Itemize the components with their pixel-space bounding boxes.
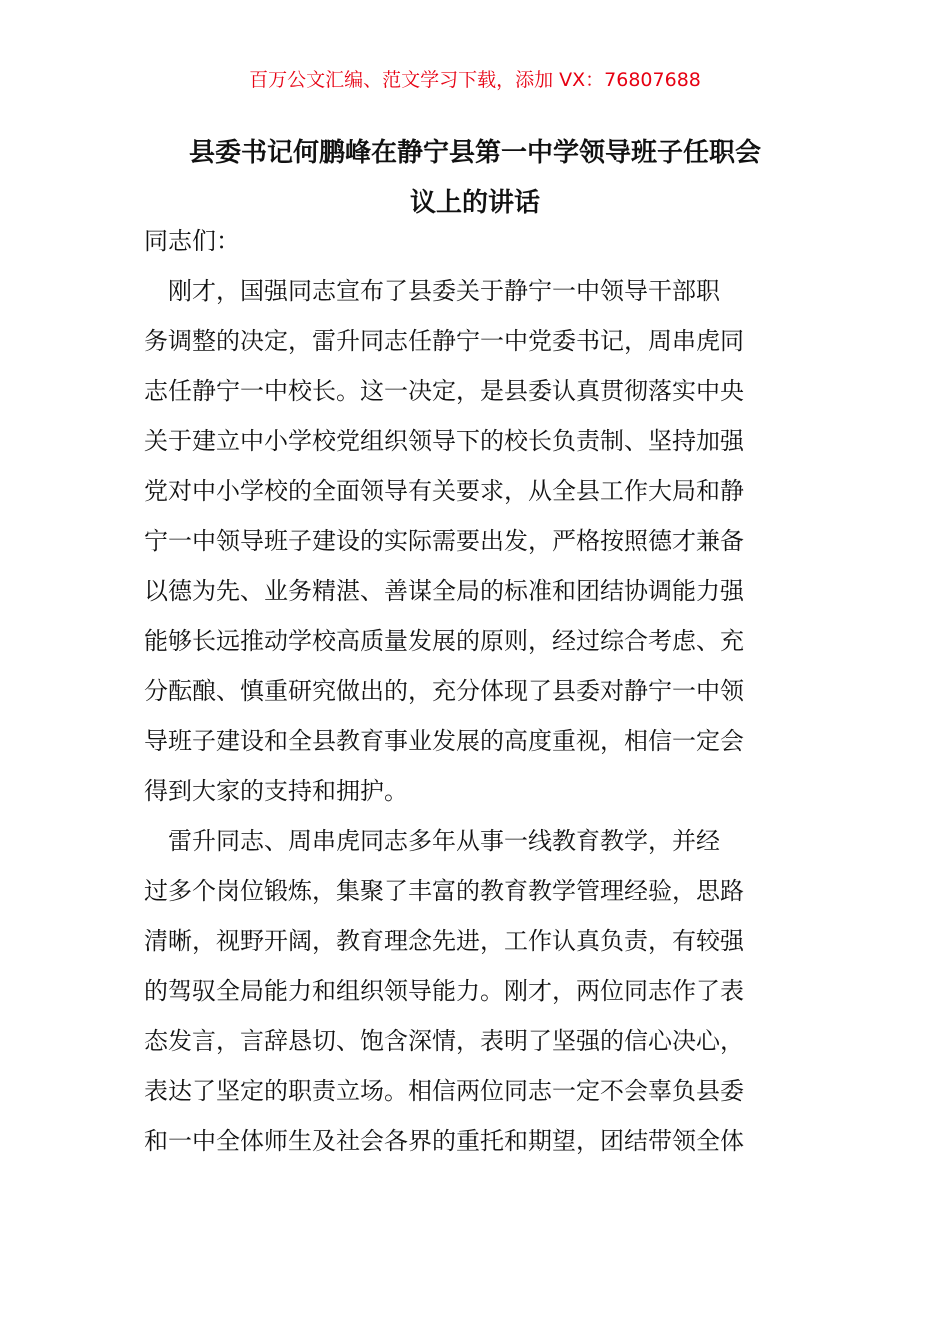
paragraph-1-line: 以德为先、业务精湛、善谋全局的标准和团结协调能力强 [144, 577, 744, 605]
paragraph-1-line: 刚才，国强同志宣布了县委关于静宁一中领导干部职 [144, 277, 720, 305]
title-line-2: 议上的讲话 [409, 188, 540, 218]
paragraph-2-line: 雷升同志、周串虎同志多年从事一线教育教学，并经 [144, 827, 720, 855]
paragraph-1-line: 关于建立中小学校党组织领导下的校长负责制、坚持加强 [144, 427, 744, 455]
paragraph-2-line: 的驾驭全局能力和组织领导能力。刚才，两位同志作了表 [144, 977, 744, 1005]
paragraph-2-line: 和一中全体师生及社会各界的重托和期望，团结带领全体 [144, 1127, 744, 1155]
salutation: 同志们： [144, 227, 240, 255]
promo-header: 百万公文汇编、范文学习下载，添加 VX：76807688 [249, 69, 701, 91]
title-line-1: 县委书记何鹏峰在静宁县第一中学领导班子任职会 [188, 138, 761, 168]
paragraph-1-line: 得到大家的支持和拥护。 [144, 777, 408, 805]
paragraph-2-line: 清晰，视野开阔，教育理念先进，工作认真负责，有较强 [144, 927, 744, 955]
paragraph-2-line: 表达了坚定的职责立场。相信两位同志一定不会辜负县委 [144, 1077, 744, 1105]
paragraph-2-line: 态发言，言辞恳切、饱含深情，表明了坚强的信心决心， [144, 1027, 744, 1055]
paragraph-1-line: 务调整的决定，雷升同志任静宁一中党委书记，周串虎同 [144, 327, 744, 355]
paragraph-1-line: 导班子建设和全县教育事业发展的高度重视，相信一定会 [144, 727, 744, 755]
paragraph-1-line: 能够长远推动学校高质量发展的原则，经过综合考虑、充 [144, 627, 744, 655]
document-title [140, 128, 810, 228]
document-body [144, 216, 806, 1166]
paragraph-2-line: 过多个岗位锻炼，集聚了丰富的教育教学管理经验，思路 [144, 877, 744, 905]
paragraph-1-line: 分酝酿、慎重研究做出的，充分体现了县委对静宁一中领 [144, 677, 744, 705]
paragraph-1-line: 志任静宁一中校长。这一决定，是县委认真贯彻落实中央 [144, 377, 744, 405]
paragraph-1-line: 党对中小学校的全面领导有关要求，从全县工作大局和静 [144, 477, 744, 505]
paragraph-1-line: 宁一中领导班子建设的实际需要出发，严格按照德才兼备 [144, 527, 744, 555]
